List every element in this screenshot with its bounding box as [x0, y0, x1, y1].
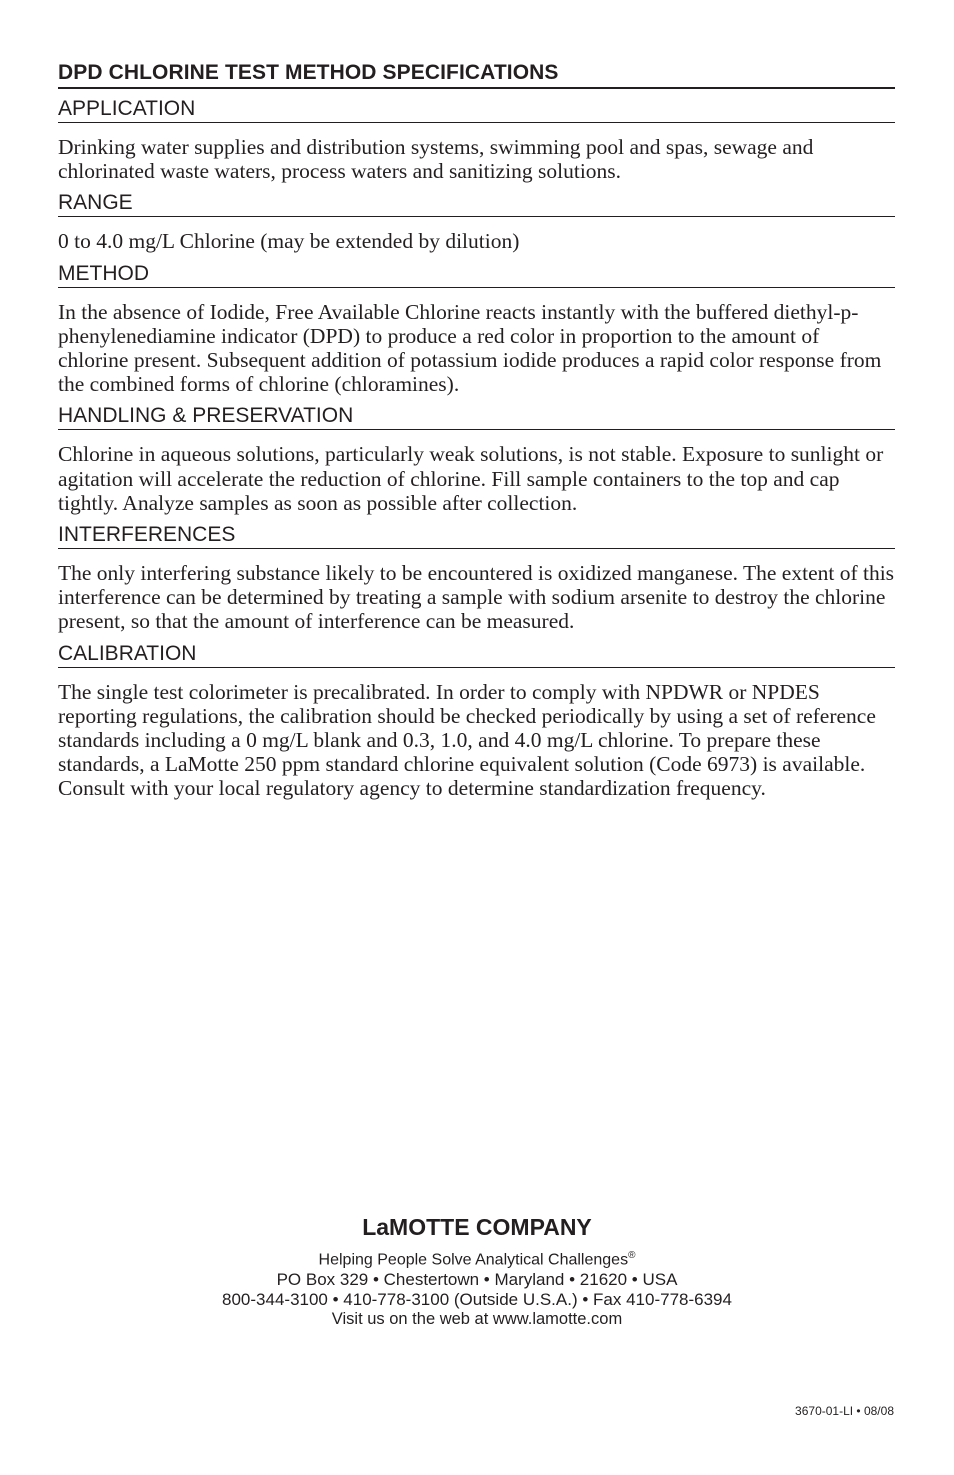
section-method	[58, 261, 895, 397]
section-application	[58, 96, 895, 183]
section-heading: RANGE	[58, 190, 895, 217]
section-body: In the absence of Iodide, Free Available Chlorine reacts instantly with the buffered diethyl-p-phenylenediamine indicator (DPD) to produce a red color in proportion to the amount of chlorine present. Subsequent addition of potassium iodide produces a rapid color response from the combined forms of chlorine (chloramines).	[58, 299, 882, 397]
registered-mark: ®	[628, 1250, 636, 1261]
document-title: DPD CHLORINE TEST METHOD SPECIFICATIONS	[58, 60, 895, 89]
section-heading: INTERFERENCES	[58, 522, 895, 549]
company-website: Visit us on the web at www.lamotte.com	[331, 1310, 623, 1329]
section-heading: CALIBRATION	[58, 641, 895, 668]
company-address: PO Box 329 • Chestertown • Maryland • 21620 • USA	[276, 1270, 678, 1290]
company-name: LaMOTTE COMPANY	[362, 1214, 592, 1240]
section-body: The only interfering substance likely to be encountered is oxidized manganese. The extent of this interference can be determined by treating a sample with sodium arsenite to destroy the chlorine present, so that the amount of interference can be measured.	[58, 561, 895, 634]
section-calibration	[58, 641, 895, 801]
document-code: 3670-01-LI • 08/08	[795, 1404, 894, 1418]
section-interferences	[58, 522, 895, 634]
section-range	[58, 190, 895, 253]
section-body: 0 to 4.0 mg/L Chlorine (may be extended by dilution)	[58, 229, 520, 254]
tagline-text: Helping People Solve Analytical Challenges	[318, 1251, 629, 1269]
section-body: Chlorine in aqueous solutions, particularly weak solutions, is not stable. Exposure to sunlight or agitation will accelerate the reduction of chlorine. Fill sample containers to the top and cap tightly. Analyze samples as soon as possible after collection.	[58, 442, 884, 515]
spec-document	[58, 60, 895, 801]
company-tagline	[0, 1246, 954, 1270]
section-heading: HANDLING & PRESERVATION	[58, 403, 895, 430]
section-body: Drinking water supplies and distribution systems, swimming pool and spas, sewage and chlorinated waste waters, process waters and sanitizing solutions.	[58, 135, 814, 184]
section-handling-preservation	[58, 403, 895, 515]
section-heading: METHOD	[58, 261, 895, 288]
company-phones: 800-344-3100 • 410-778-3100 (Outside U.S.A.) • Fax 410-778-6394	[222, 1290, 732, 1310]
section-body: The single test colorimeter is precalibrated. In order to comply with NPDWR or NPDES reporting regulations, the calibration should be checked periodically by using a set of reference standards including a 0 mg/L blank and 0.3, 1.0, and 4.0 mg/L chlorine. To prepare these standards, a LaMotte 250 ppm standard chlorine equivalent solution (Code 6973) is available. Consult with your local regulatory agency to determine standardization frequency.	[58, 679, 876, 801]
company-footer	[0, 1212, 954, 1329]
section-heading: APPLICATION	[58, 96, 895, 123]
